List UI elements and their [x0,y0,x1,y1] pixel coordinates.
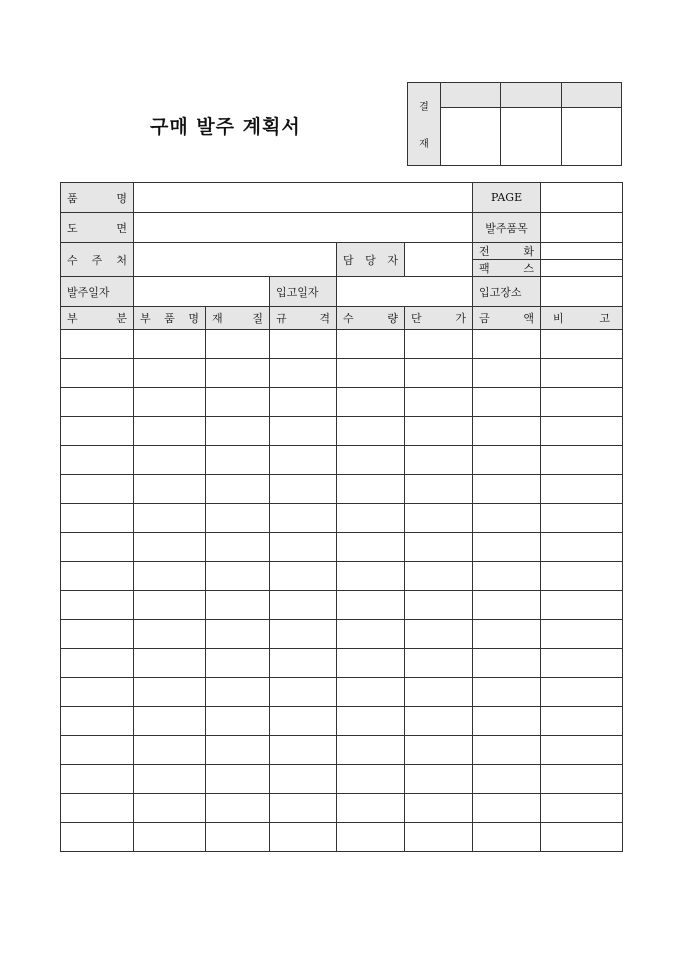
table-cell[interactable] [206,736,270,765]
table-cell[interactable] [473,649,541,678]
table-cell[interactable] [206,533,270,562]
table-cell[interactable] [337,388,405,417]
column-header: 비 고 [541,307,623,330]
table-cell[interactable] [206,446,270,475]
table-cell[interactable] [206,359,270,388]
table-cell[interactable] [405,562,473,591]
label-fax: 팩 스 [473,260,541,277]
label-manager: 담 당 자 [337,243,405,277]
table-cell[interactable] [206,620,270,649]
table-cell[interactable] [270,417,337,446]
table-cell[interactable] [134,649,206,678]
table-row [61,794,623,823]
receipt-place-field[interactable] [541,277,623,307]
receipt-date-field[interactable] [337,277,473,307]
table-cell[interactable] [541,707,623,736]
table-cell[interactable] [61,591,134,620]
table-cell[interactable] [473,417,541,446]
approval-label [408,83,441,166]
table-cell[interactable] [270,707,337,736]
drawing-field[interactable] [134,213,473,243]
table-cell[interactable] [541,823,623,852]
table-cell[interactable] [337,533,405,562]
table-cell[interactable] [405,620,473,649]
table-cell[interactable] [206,330,270,359]
item-rows [61,330,623,852]
table-cell[interactable] [270,620,337,649]
table-row [61,736,623,765]
table-cell[interactable] [270,765,337,794]
table-cell[interactable] [134,417,206,446]
table-cell[interactable] [134,678,206,707]
table-cell[interactable] [541,417,623,446]
table-cell[interactable] [337,794,405,823]
table-cell[interactable] [134,475,206,504]
table-cell[interactable] [61,446,134,475]
table-cell[interactable] [541,649,623,678]
table-cell[interactable] [61,765,134,794]
table-cell[interactable] [337,678,405,707]
order-item-field[interactable] [541,213,623,243]
table-cell[interactable] [134,562,206,591]
approval-header-2 [501,83,561,108]
table-cell[interactable] [61,504,134,533]
table-cell[interactable] [134,446,206,475]
table-cell[interactable] [473,533,541,562]
table-row [61,533,623,562]
approval-header-3 [561,83,621,108]
table-row [61,504,623,533]
table-cell[interactable] [206,794,270,823]
table-cell[interactable] [541,620,623,649]
table-cell[interactable] [134,736,206,765]
table-cell[interactable] [206,649,270,678]
table-cell[interactable] [541,533,623,562]
table-cell[interactable] [405,736,473,765]
table-cell[interactable] [206,388,270,417]
table-row [61,649,623,678]
table-cell[interactable] [405,504,473,533]
column-header: 규 격 [270,307,337,330]
label-receipt-place: 입고장소 [473,277,541,307]
table-cell[interactable] [270,678,337,707]
table-cell[interactable] [61,620,134,649]
table-cell[interactable] [337,765,405,794]
approval-label-top: 결 [419,102,429,113]
table-cell[interactable] [337,736,405,765]
table-cell[interactable] [541,359,623,388]
table-row [61,330,623,359]
table-cell[interactable] [541,446,623,475]
table-row [61,620,623,649]
table-cell[interactable] [473,823,541,852]
table-cell[interactable] [270,649,337,678]
page-title: 구매 발주 계획서 [150,116,301,138]
table-cell[interactable] [270,330,337,359]
table-cell[interactable] [405,823,473,852]
label-receipt-date: 입고일자 [270,277,337,307]
approval-box [407,82,622,166]
manager-field[interactable] [405,243,473,277]
table-cell[interactable] [337,823,405,852]
table-cell[interactable] [61,736,134,765]
table-cell[interactable] [541,765,623,794]
table-cell[interactable] [405,388,473,417]
table-cell[interactable] [206,504,270,533]
table-cell[interactable] [337,417,405,446]
table-row [61,591,623,620]
table-cell[interactable] [541,562,623,591]
table-cell[interactable] [61,678,134,707]
table-cell[interactable] [541,504,623,533]
table-cell[interactable] [405,765,473,794]
table-cell[interactable] [405,678,473,707]
table-cell[interactable] [61,388,134,417]
table-row [61,417,623,446]
table-cell[interactable] [270,794,337,823]
table-row [61,388,623,417]
table-cell[interactable] [270,823,337,852]
approval-sign-1[interactable] [441,108,501,166]
table-cell[interactable] [473,794,541,823]
label-order-item: 발주품목 [473,213,541,243]
table-cell[interactable] [134,330,206,359]
table-cell[interactable] [541,475,623,504]
table-cell[interactable] [541,736,623,765]
table-cell[interactable] [405,446,473,475]
table-row [61,678,623,707]
table-cell[interactable] [337,707,405,736]
table-cell[interactable] [134,823,206,852]
column-header: 단 가 [405,307,473,330]
table-cell[interactable] [61,475,134,504]
table-cell[interactable] [473,446,541,475]
table-cell[interactable] [270,446,337,475]
table-cell[interactable] [134,533,206,562]
table-cell[interactable] [473,591,541,620]
label-client: 수 주 처 [61,243,134,277]
column-header: 부 분 [61,307,134,330]
table-cell[interactable] [337,359,405,388]
table-cell[interactable] [405,330,473,359]
page-field[interactable] [541,183,623,213]
order-form [60,182,623,852]
table-row [61,707,623,736]
table-cell[interactable] [337,446,405,475]
table-cell[interactable] [473,388,541,417]
table-cell[interactable] [61,417,134,446]
table-cell[interactable] [541,591,623,620]
table-row [61,475,623,504]
table-cell[interactable] [270,359,337,388]
label-phone: 전 화 [473,243,541,260]
table-cell[interactable] [473,620,541,649]
table-row [61,765,623,794]
table-cell[interactable] [61,649,134,678]
table-cell[interactable] [405,707,473,736]
table-cell[interactable] [337,330,405,359]
table-cell[interactable] [473,707,541,736]
table-cell[interactable] [405,359,473,388]
table-cell[interactable] [206,678,270,707]
fax-field[interactable] [541,260,623,277]
label-page: PAGE [473,183,541,213]
table-cell[interactable] [405,533,473,562]
table-row [61,823,623,852]
approval-sign-2[interactable] [501,108,561,166]
table-cell[interactable] [405,417,473,446]
table-cell[interactable] [134,794,206,823]
table-cell[interactable] [337,591,405,620]
table-cell[interactable] [206,417,270,446]
table-cell[interactable] [405,475,473,504]
client-field[interactable] [134,243,337,277]
table-cell[interactable] [473,562,541,591]
phone-field[interactable] [541,243,623,260]
table-cell[interactable] [206,591,270,620]
table-cell[interactable] [473,736,541,765]
column-header: 금 액 [473,307,541,330]
table-cell[interactable] [270,533,337,562]
table-cell[interactable] [134,707,206,736]
table-cell[interactable] [473,765,541,794]
table-cell[interactable] [134,620,206,649]
table-cell[interactable] [473,475,541,504]
approval-sign-3[interactable] [561,108,621,166]
table-cell[interactable] [270,736,337,765]
table-cell[interactable] [134,591,206,620]
column-header: 재 질 [206,307,270,330]
table-row [61,562,623,591]
table-cell[interactable] [61,707,134,736]
table-cell[interactable] [61,823,134,852]
table-cell[interactable] [206,562,270,591]
table-cell[interactable] [541,330,623,359]
table-cell[interactable] [61,330,134,359]
table-cell[interactable] [405,649,473,678]
table-cell[interactable] [541,388,623,417]
label-order-date: 발주일자 [61,277,134,307]
order-date-field[interactable] [134,277,270,307]
table-cell[interactable] [337,475,405,504]
item-name-field[interactable] [134,183,473,213]
table-cell[interactable] [270,475,337,504]
table-cell[interactable] [270,504,337,533]
table-cell[interactable] [405,794,473,823]
table-cell[interactable] [134,359,206,388]
table-cell[interactable] [473,504,541,533]
column-header: 부 품 명 [134,307,206,330]
table-cell[interactable] [473,330,541,359]
table-cell[interactable] [206,707,270,736]
table-cell[interactable] [270,562,337,591]
table-cell[interactable] [61,794,134,823]
table-cell[interactable] [541,794,623,823]
table-cell[interactable] [541,678,623,707]
table-cell[interactable] [134,765,206,794]
table-cell[interactable] [337,649,405,678]
table-cell[interactable] [61,562,134,591]
table-cell[interactable] [405,591,473,620]
table-row [61,359,623,388]
approval-header-1 [441,83,501,108]
table-cell[interactable] [337,562,405,591]
label-item-name: 품 명 [61,183,134,213]
label-drawing: 도 면 [61,213,134,243]
table-cell[interactable] [337,620,405,649]
approval-label-bottom: 재 [419,139,429,150]
table-cell[interactable] [134,504,206,533]
table-cell[interactable] [206,475,270,504]
table-cell[interactable] [337,504,405,533]
table-cell[interactable] [61,533,134,562]
table-cell[interactable] [134,388,206,417]
table-cell[interactable] [270,388,337,417]
table-cell[interactable] [270,591,337,620]
table-row [61,446,623,475]
table-cell[interactable] [206,823,270,852]
table-cell[interactable] [473,359,541,388]
table-cell[interactable] [206,765,270,794]
table-cell[interactable] [473,678,541,707]
table-cell[interactable] [61,359,134,388]
column-header: 수 량 [337,307,405,330]
